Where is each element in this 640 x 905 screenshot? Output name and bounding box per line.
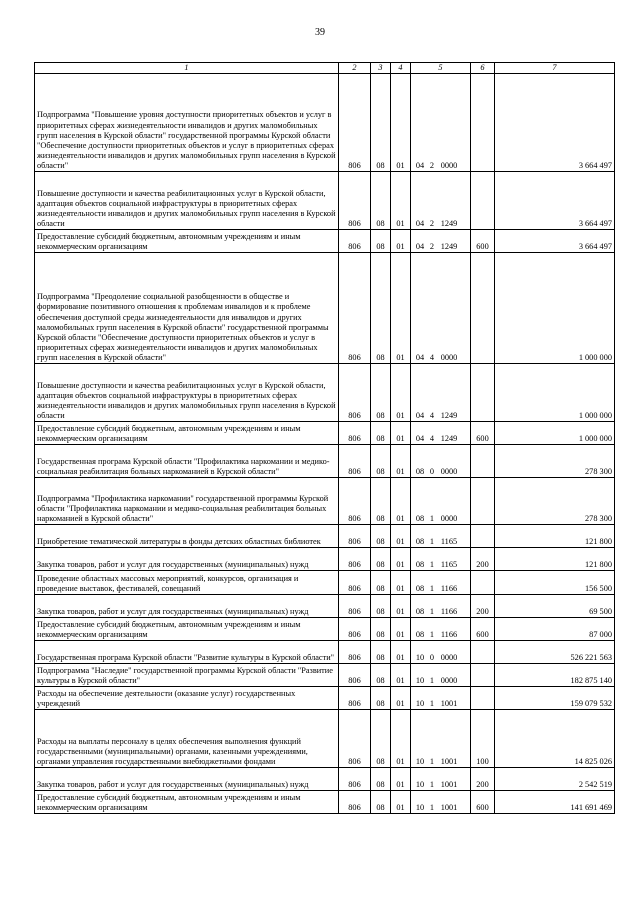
row-ministry-code: 806 — [339, 172, 371, 230]
row-program-code: 08 — [415, 537, 425, 546]
table-row — [35, 618, 615, 641]
row-section-code: 08 — [371, 422, 391, 445]
row-program-code: 08 — [415, 630, 425, 639]
row-name: Закупка товаров, работ и услуг для государственных (муниципальных) нужд — [35, 595, 339, 618]
table-row — [35, 687, 615, 710]
row-direction-code: 0000 — [440, 653, 458, 662]
row-amount: 3 664 497 — [495, 172, 615, 230]
row-subprogram-code: 1 — [429, 560, 435, 569]
row-program-code: 04 — [415, 434, 425, 443]
row-target-article — [411, 230, 471, 253]
row-subsection-code: 01 — [391, 595, 411, 618]
row-expense-type — [471, 364, 495, 422]
header-col-1: 1 — [35, 63, 339, 74]
row-direction-code: 1249 — [440, 219, 458, 228]
row-section-code: 08 — [371, 664, 391, 687]
row-name: Предоставление субсидий бюджетным, автономным учреждениям и иным некоммерческим организациям — [35, 618, 339, 641]
table-row — [35, 422, 615, 445]
row-direction-code: 1166 — [440, 630, 458, 639]
row-program-code: 10 — [415, 780, 425, 789]
row-amount: 69 500 — [495, 595, 615, 618]
row-subsection-code: 01 — [391, 230, 411, 253]
row-program-code: 08 — [415, 560, 425, 569]
row-expense-type: 100 — [471, 710, 495, 768]
row-direction-code: 1001 — [440, 780, 458, 789]
row-section-code: 08 — [371, 172, 391, 230]
row-ministry-code: 806 — [339, 478, 371, 525]
row-ministry-code: 806 — [339, 548, 371, 571]
budget-table — [34, 62, 615, 814]
row-target-article — [411, 791, 471, 814]
table-row — [35, 571, 615, 595]
table-row — [35, 478, 615, 525]
row-subprogram-code: 2 — [429, 242, 435, 251]
table-row — [35, 548, 615, 571]
row-ministry-code: 806 — [339, 618, 371, 641]
row-program-code: 10 — [415, 676, 425, 685]
row-name: Расходы на выплаты персоналу в целях обеспечения выполнения функций государственными (муниципальными) органами, казенными учреждениями, органами управления государственными внебюджетными фондами — [35, 710, 339, 768]
row-name: Подпрограмма "Преодоление социальной разобщенности в обществе и формирование позитивного отношения к проблемам инвалидов и к проблеме обеспечения доступной среды жизнедеятельности для инвалидов и других маломобильных групп населения в Курской области" государственной программы Курской области "Обеспечение доступности приоритетных объектов и услуг в приоритетных сферах жизнедеятельности инвалидов и других маломобильных групп населения в Курской области" — [35, 253, 339, 364]
row-target-article — [411, 364, 471, 422]
row-ministry-code: 806 — [339, 74, 371, 172]
row-direction-code: 0000 — [440, 467, 458, 476]
row-ministry-code: 806 — [339, 230, 371, 253]
row-expense-type: 200 — [471, 548, 495, 571]
row-name: Подпрограмма "Повышение уровня доступности приоритетных объектов и услуг в приоритетных сферах жизнедеятельности инвалидов и других маломобильных групп населения в Курской области" государственной программы Курской области "Обеспечение доступности приоритетных объектов и услуг в приоритетных сферах жизнедеятельности инвалидов и других маломобильных групп населения в Курской области" — [35, 74, 339, 172]
row-section-code: 08 — [371, 687, 391, 710]
row-direction-code: 0000 — [440, 676, 458, 685]
row-name: Предоставление субсидий бюджетным, автономным учреждениям и иным некоммерческим организациям — [35, 422, 339, 445]
row-subsection-code: 01 — [391, 525, 411, 548]
row-ministry-code: 806 — [339, 422, 371, 445]
row-target-article — [411, 618, 471, 641]
row-target-article — [411, 172, 471, 230]
row-program-code: 04 — [415, 219, 425, 228]
row-subprogram-code: 1 — [429, 630, 435, 639]
table-row — [35, 172, 615, 230]
row-program-code: 04 — [415, 242, 425, 251]
row-name: Проведение областных массовых мероприятий, конкурсов, организация и проведение выставок, фестивалей, совещаний — [35, 571, 339, 595]
table-row — [35, 364, 615, 422]
table-row — [35, 253, 615, 364]
row-target-article — [411, 478, 471, 525]
row-expense-type — [471, 172, 495, 230]
row-subsection-code: 01 — [391, 364, 411, 422]
row-direction-code: 1249 — [440, 411, 458, 420]
row-amount: 159 079 532 — [495, 687, 615, 710]
row-subprogram-code: 1 — [429, 607, 435, 616]
row-direction-code: 0000 — [440, 514, 458, 523]
page-number: 39 — [315, 27, 325, 38]
row-subprogram-code: 4 — [429, 411, 435, 420]
row-subsection-code: 01 — [391, 478, 411, 525]
row-direction-code: 0000 — [440, 161, 458, 170]
table-row — [35, 445, 615, 478]
table-row — [35, 230, 615, 253]
row-ministry-code: 806 — [339, 525, 371, 548]
row-subprogram-code: 1 — [429, 514, 435, 523]
row-direction-code: 1165 — [440, 560, 458, 569]
row-amount: 87 000 — [495, 618, 615, 641]
header-col-4: 4 — [391, 63, 411, 74]
row-subprogram-code: 4 — [429, 434, 435, 443]
row-direction-code: 0000 — [440, 353, 458, 362]
row-subprogram-code: 4 — [429, 353, 435, 362]
row-amount: 278 300 — [495, 478, 615, 525]
row-expense-type — [471, 253, 495, 364]
row-subprogram-code: 1 — [429, 803, 435, 812]
row-program-code: 04 — [415, 411, 425, 420]
row-ministry-code: 806 — [339, 253, 371, 364]
row-direction-code: 1001 — [440, 699, 458, 708]
row-name: Приобретение тематической литературы в фонды детских областных библиотек — [35, 525, 339, 548]
row-program-code: 04 — [415, 161, 425, 170]
row-expense-type — [471, 478, 495, 525]
row-amount: 121 800 — [495, 548, 615, 571]
row-direction-code: 1249 — [440, 242, 458, 251]
row-program-code: 10 — [415, 803, 425, 812]
row-subsection-code: 01 — [391, 768, 411, 791]
row-target-article — [411, 422, 471, 445]
row-amount: 278 300 — [495, 445, 615, 478]
row-subsection-code: 01 — [391, 664, 411, 687]
row-name: Подпрограмма "Профилактика наркомании" государственной программы Курской области "Профилактика наркомании и медико-социальная реабилитация больных наркоманией в Курской области" — [35, 478, 339, 525]
row-section-code: 08 — [371, 641, 391, 664]
row-section-code: 08 — [371, 230, 391, 253]
row-subsection-code: 01 — [391, 618, 411, 641]
row-name: Повышение доступности и качества реабилитационных услуг в Курской области, адаптация объектов социальной инфраструктуры в приоритетных сферах жизнедеятельности инвалидов и других маломобильных групп населения в Курской области — [35, 364, 339, 422]
row-expense-type — [471, 445, 495, 478]
row-section-code: 08 — [371, 253, 391, 364]
row-subsection-code: 01 — [391, 791, 411, 814]
table-row — [35, 768, 615, 791]
row-section-code: 08 — [371, 478, 391, 525]
row-target-article — [411, 664, 471, 687]
row-ministry-code: 806 — [339, 791, 371, 814]
row-subsection-code: 01 — [391, 422, 411, 445]
row-expense-type: 600 — [471, 230, 495, 253]
row-program-code: 08 — [415, 514, 425, 523]
row-section-code: 08 — [371, 791, 391, 814]
row-ministry-code: 806 — [339, 571, 371, 595]
row-section-code: 08 — [371, 364, 391, 422]
row-expense-type — [471, 571, 495, 595]
row-amount: 3 664 497 — [495, 230, 615, 253]
row-subprogram-code: 1 — [429, 780, 435, 789]
row-expense-type: 200 — [471, 595, 495, 618]
row-target-article — [411, 710, 471, 768]
row-name: Предоставление субсидий бюджетным, автономным учреждениям и иным некоммерческим организациям — [35, 230, 339, 253]
row-ministry-code: 806 — [339, 687, 371, 710]
row-name: Повышение доступности и качества реабилитационных услуг в Курской области, адаптация объектов социальной инфраструктуры в приоритетных сферах жизнедеятельности инвалидов и других маломобильных групп населения в Курской области — [35, 172, 339, 230]
header-col-3: 3 — [371, 63, 391, 74]
row-amount: 141 691 469 — [495, 791, 615, 814]
row-name: Закупка товаров, работ и услуг для государственных (муниципальных) нужд — [35, 768, 339, 791]
row-name: Закупка товаров, работ и услуг для государственных (муниципальных) нужд — [35, 548, 339, 571]
header-col-7: 7 — [495, 63, 615, 74]
row-section-code: 08 — [371, 618, 391, 641]
row-section-code: 08 — [371, 571, 391, 595]
row-amount: 526 221 563 — [495, 641, 615, 664]
row-name: Государственная програма Курской области "Профилактика наркомании и медико-социальная реабилитация больных наркоманией в Курской области" — [35, 445, 339, 478]
row-direction-code: 1165 — [440, 537, 458, 546]
row-target-article — [411, 571, 471, 595]
row-target-article — [411, 595, 471, 618]
row-subsection-code: 01 — [391, 172, 411, 230]
row-subsection-code: 01 — [391, 253, 411, 364]
row-amount: 14 825 026 — [495, 710, 615, 768]
header-col-2: 2 — [339, 63, 371, 74]
row-expense-type: 600 — [471, 791, 495, 814]
table-row — [35, 595, 615, 618]
row-name: Государственная програма Курской области "Развитие культуры в Курской области" — [35, 641, 339, 664]
row-ministry-code: 806 — [339, 664, 371, 687]
row-program-code: 10 — [415, 653, 425, 662]
row-name: Подпрограмма "Наследие" государственной программы Курской области "Развитие культуры в Курской области" — [35, 664, 339, 687]
row-target-article — [411, 445, 471, 478]
row-amount: 156 500 — [495, 571, 615, 595]
row-subprogram-code: 2 — [429, 219, 435, 228]
row-amount: 1 000 000 — [495, 364, 615, 422]
row-subprogram-code: 1 — [429, 537, 435, 546]
row-program-code: 08 — [415, 607, 425, 616]
row-target-article — [411, 641, 471, 664]
row-direction-code: 1166 — [440, 584, 458, 593]
row-section-code: 08 — [371, 710, 391, 768]
row-direction-code: 1001 — [440, 757, 458, 766]
row-subprogram-code: 0 — [429, 653, 435, 662]
table-row — [35, 74, 615, 172]
row-ministry-code: 806 — [339, 364, 371, 422]
row-section-code: 08 — [371, 595, 391, 618]
header-col-6: 6 — [471, 63, 495, 74]
table-row — [35, 791, 615, 814]
row-target-article — [411, 525, 471, 548]
row-expense-type: 600 — [471, 618, 495, 641]
row-ministry-code: 806 — [339, 768, 371, 791]
row-amount: 1 000 000 — [495, 422, 615, 445]
row-subprogram-code: 2 — [429, 161, 435, 170]
row-ministry-code: 806 — [339, 595, 371, 618]
table-row — [35, 641, 615, 664]
row-target-article — [411, 548, 471, 571]
row-expense-type — [471, 525, 495, 548]
row-program-code: 10 — [415, 757, 425, 766]
row-target-article — [411, 687, 471, 710]
row-expense-type — [471, 641, 495, 664]
row-amount: 1 000 000 — [495, 253, 615, 364]
row-program-code: 08 — [415, 467, 425, 476]
row-direction-code: 1001 — [440, 803, 458, 812]
row-ministry-code: 806 — [339, 641, 371, 664]
row-subprogram-code: 1 — [429, 584, 435, 593]
row-subprogram-code: 1 — [429, 676, 435, 685]
row-program-code: 10 — [415, 699, 425, 708]
row-name: Предоставление субсидий бюджетным, автономным учреждениям и иным некоммерческим организациям — [35, 791, 339, 814]
row-section-code: 08 — [371, 445, 391, 478]
row-subsection-code: 01 — [391, 687, 411, 710]
row-subsection-code: 01 — [391, 445, 411, 478]
row-subsection-code: 01 — [391, 548, 411, 571]
row-section-code: 08 — [371, 548, 391, 571]
row-subprogram-code: 1 — [429, 757, 435, 766]
row-amount: 3 664 497 — [495, 74, 615, 172]
row-expense-type — [471, 74, 495, 172]
row-section-code: 08 — [371, 768, 391, 791]
row-amount: 121 800 — [495, 525, 615, 548]
row-subprogram-code: 1 — [429, 699, 435, 708]
row-ministry-code: 806 — [339, 445, 371, 478]
row-subprogram-code: 0 — [429, 467, 435, 476]
row-expense-type — [471, 664, 495, 687]
row-section-code: 08 — [371, 74, 391, 172]
row-expense-type — [471, 687, 495, 710]
row-amount: 182 875 140 — [495, 664, 615, 687]
row-subsection-code: 01 — [391, 641, 411, 664]
row-target-article — [411, 74, 471, 172]
row-amount: 2 542 519 — [495, 768, 615, 791]
row-name: Расходы на обеспечение деятельности (оказание услуг) государственных учреждений — [35, 687, 339, 710]
row-expense-type: 600 — [471, 422, 495, 445]
row-section-code: 08 — [371, 525, 391, 548]
table-row — [35, 525, 615, 548]
header-col-5: 5 — [411, 63, 471, 74]
row-target-article — [411, 768, 471, 791]
row-subsection-code: 01 — [391, 74, 411, 172]
row-direction-code: 1249 — [440, 434, 458, 443]
row-program-code: 08 — [415, 584, 425, 593]
row-direction-code: 1166 — [440, 607, 458, 616]
header-row — [35, 63, 615, 74]
row-program-code: 04 — [415, 353, 425, 362]
row-subsection-code: 01 — [391, 571, 411, 595]
row-subsection-code: 01 — [391, 710, 411, 768]
row-ministry-code: 806 — [339, 710, 371, 768]
table-row — [35, 664, 615, 687]
row-target-article — [411, 253, 471, 364]
row-expense-type: 200 — [471, 768, 495, 791]
table-row — [35, 710, 615, 768]
